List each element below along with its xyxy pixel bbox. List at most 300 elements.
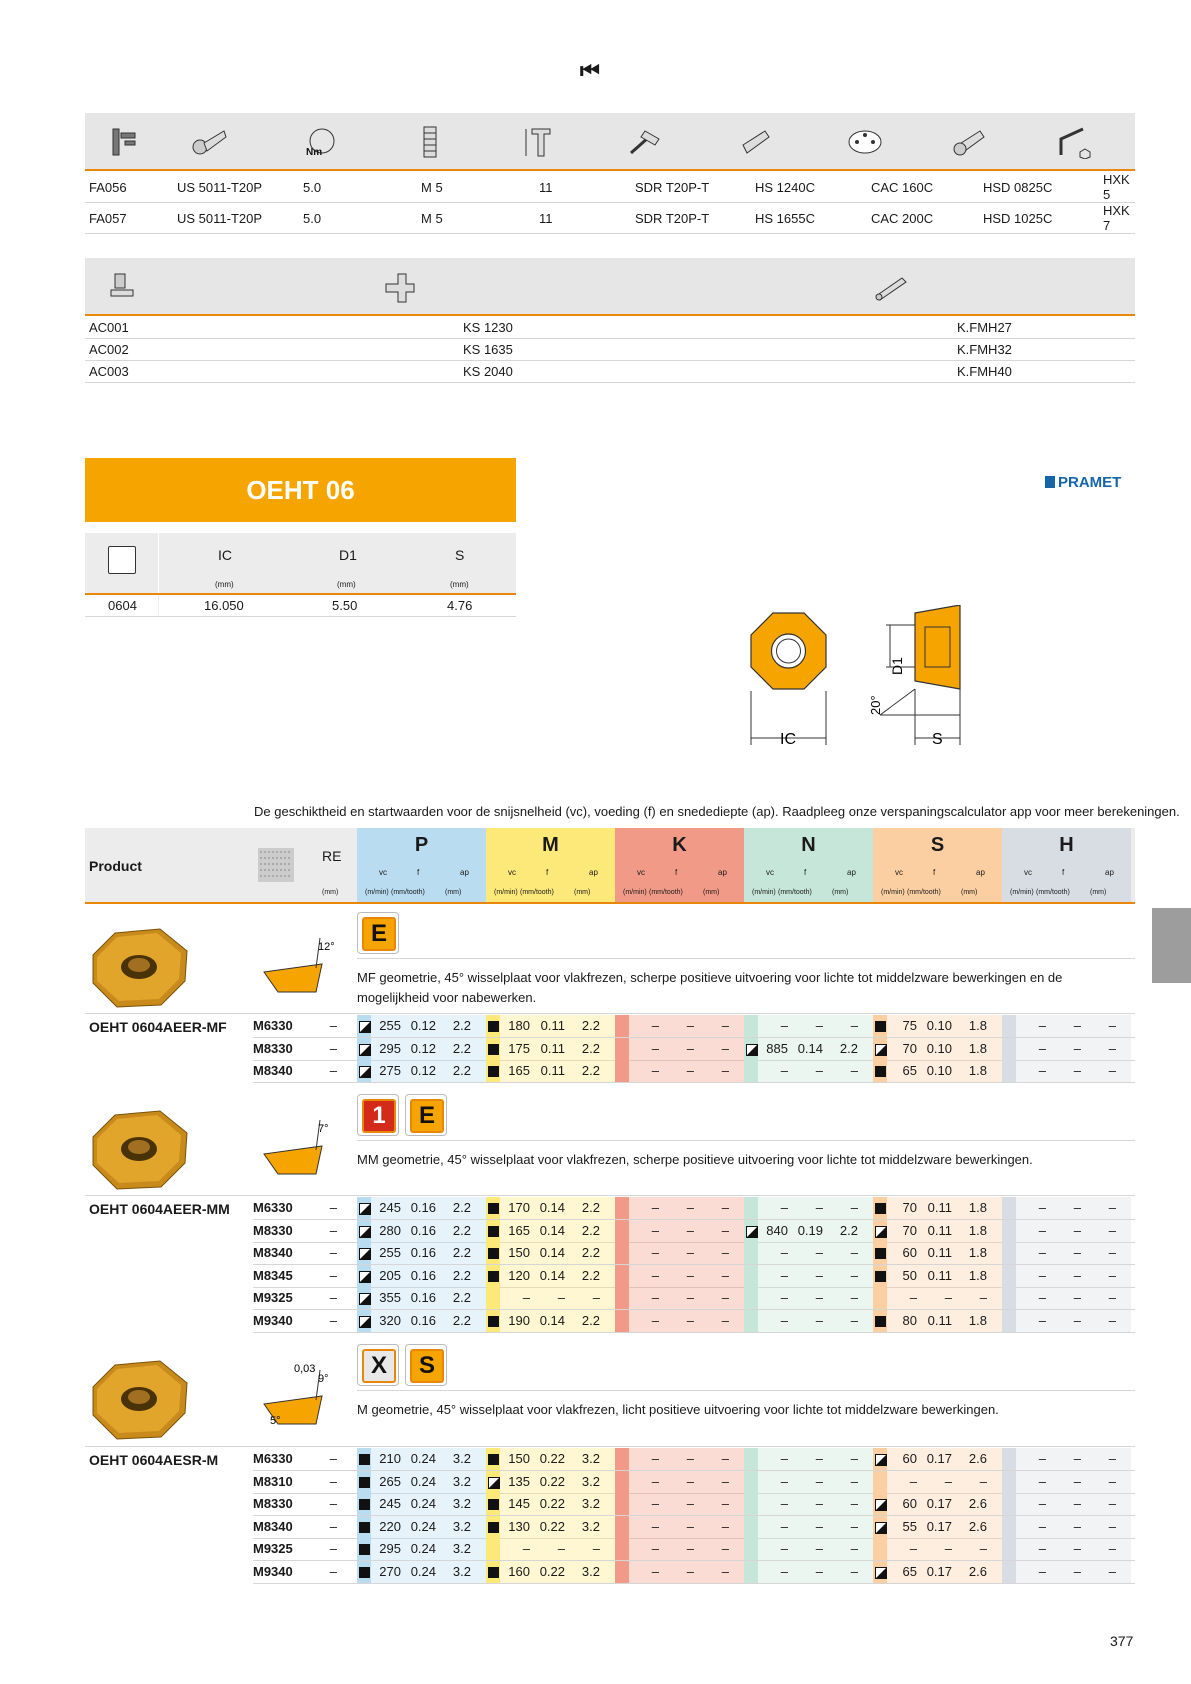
material-band-N <box>744 1265 758 1287</box>
material-band-H <box>1002 1471 1016 1493</box>
param-unit: (mm/tooth) <box>1036 889 1070 896</box>
primary-choice-icon <box>875 1021 886 1032</box>
material-band-K <box>615 1516 629 1538</box>
vc-value: – <box>522 1290 530 1306</box>
vc-value: 295 <box>379 1040 401 1056</box>
primary-choice-icon <box>488 1567 499 1578</box>
f-value: 0.10 <box>926 1018 952 1033</box>
edge-geometry-sketch <box>258 928 348 998</box>
vc-value: 145 <box>508 1496 530 1512</box>
vc-value: – <box>651 1290 659 1306</box>
application-badge <box>405 1094 447 1136</box>
f-value: – <box>815 1473 823 1489</box>
param-unit: (m/min) <box>752 889 776 896</box>
vc-value: – <box>651 1245 659 1261</box>
badge-letter: S <box>410 1349 444 1383</box>
secondary-choice-icon <box>488 1477 500 1489</box>
f-value: 0.17 <box>926 1518 952 1534</box>
socket-screw-icon <box>950 125 990 159</box>
vc-value: 150 <box>508 1451 530 1466</box>
ap-value: – <box>979 1290 987 1306</box>
grade-row <box>253 1516 1135 1538</box>
grade-row <box>253 1038 1135 1060</box>
table-row: AC003 KS 2040 K.FMH40 <box>85 361 1135 383</box>
f-value: – <box>686 1541 694 1557</box>
material-group-H <box>1002 828 1131 902</box>
vc-value: 70 <box>902 1222 917 1238</box>
re-value: – <box>329 1245 337 1261</box>
material-band-K <box>615 1287 629 1309</box>
row-divider <box>253 1583 1135 1584</box>
grade-row <box>253 1220 1135 1242</box>
param-label: vc <box>895 868 903 877</box>
material-band-N <box>744 1561 758 1583</box>
grade-name[interactable]: M9325 <box>253 1541 293 1557</box>
param-unit: (mm) <box>703 889 720 896</box>
vc-value: – <box>780 1518 788 1534</box>
ap-value: 1.8 <box>968 1313 987 1328</box>
f-value: 0.24 <box>410 1564 436 1579</box>
f-value: 0.10 <box>926 1063 952 1079</box>
vc-value: 120 <box>508 1267 530 1283</box>
material-band-H <box>1002 1310 1016 1332</box>
material-letter: M <box>542 834 559 856</box>
material-group-P <box>357 828 486 902</box>
material-band-H <box>1002 1516 1016 1538</box>
clearance-angle: 5° <box>270 1415 281 1427</box>
material-band-H <box>1002 1538 1016 1560</box>
product-name[interactable]: OEHT 0604AEER-MF <box>89 1019 227 1035</box>
grade-name[interactable]: M8340 <box>253 1518 293 1534</box>
param-unit: (mm) <box>574 889 591 896</box>
grade-name[interactable]: M6330 <box>253 1200 293 1215</box>
re-value: – <box>329 1313 337 1328</box>
primary-choice-icon <box>875 1316 886 1327</box>
param-unit: (mm) <box>445 889 462 896</box>
grade-name[interactable]: M8340 <box>253 1245 293 1261</box>
vc-value: – <box>1038 1290 1046 1306</box>
ap-value: – <box>1108 1541 1116 1557</box>
grade-name[interactable]: M8330 <box>253 1040 293 1056</box>
grade-name[interactable]: M8330 <box>253 1222 293 1238</box>
ap-value: 3.2 <box>452 1473 471 1489</box>
re-value: – <box>329 1541 337 1557</box>
ap-value: – <box>850 1313 858 1328</box>
vc-value: – <box>780 1451 788 1466</box>
material-band-K <box>615 1242 629 1264</box>
param-unit: (mm/tooth) <box>907 889 941 896</box>
primary-choice-icon <box>488 1271 499 1282</box>
f-value: 0.11 <box>540 1018 565 1033</box>
f-value: – <box>686 1200 694 1215</box>
vc-value: – <box>651 1018 659 1033</box>
vc-value: – <box>1038 1245 1046 1261</box>
ap-value: 2.2 <box>452 1063 471 1079</box>
f-value: 0.22 <box>539 1496 565 1512</box>
ap-value: 1.8 <box>968 1267 987 1283</box>
primary-choice-icon <box>488 1021 499 1032</box>
f-value: – <box>1073 1040 1081 1056</box>
screw-angled-icon <box>735 125 775 159</box>
material-band-K <box>615 1561 629 1583</box>
re-value: – <box>329 1200 337 1215</box>
vc-value: – <box>1038 1473 1046 1489</box>
re-header: RE <box>322 848 342 864</box>
secondary-choice-icon <box>875 1567 887 1579</box>
vc-value: 295 <box>379 1541 401 1557</box>
param-label: vc <box>1024 868 1032 877</box>
insert-drawing <box>740 605 990 755</box>
geometry-description: MF geometrie, 45° wisselplaat voor vlakfrezen, scherpe positieve uitvoering voor lichte tot middelzware bewerkingen en de mogelijkheid voor nabewerken. <box>357 970 1063 1005</box>
geometry-description: M geometrie, 45° wisselplaat voor vlakfrezen, licht positieve uitvoering voor lichte tot middelzware bewerkingen. <box>357 1402 999 1417</box>
material-band-H <box>1002 1493 1016 1515</box>
vc-value: – <box>651 1267 659 1283</box>
grade-name[interactable]: M8310 <box>253 1473 293 1489</box>
material-group-K <box>615 828 744 902</box>
vc-value: – <box>1038 1018 1046 1033</box>
param-label: ap <box>1105 868 1114 877</box>
accessories-table-1 <box>85 172 1135 234</box>
f-value: 0.22 <box>539 1473 565 1489</box>
ap-value: 1.8 <box>968 1063 987 1079</box>
ap-value: 2.2 <box>581 1040 600 1056</box>
ap-value: 2.2 <box>581 1200 600 1215</box>
ap-value: 3.2 <box>581 1496 600 1512</box>
material-band-H <box>1002 1038 1016 1060</box>
primary-choice-icon <box>488 1499 499 1510</box>
length-icon <box>520 125 560 159</box>
vc-value: 270 <box>379 1564 401 1579</box>
page-number: 377 <box>1110 1633 1134 1649</box>
vc-value: – <box>651 1451 659 1466</box>
secondary-choice-icon <box>359 1248 371 1260</box>
product-name[interactable]: OEHT 0604AESR-M <box>89 1452 219 1468</box>
ap-value: 2.2 <box>452 1313 471 1328</box>
vc-value: – <box>651 1518 659 1534</box>
grade-row <box>253 1265 1135 1287</box>
primary-choice-icon <box>359 1499 370 1510</box>
primary-choice-icon <box>359 1544 370 1555</box>
material-band-N <box>744 1242 758 1264</box>
ap-value: 1.8 <box>968 1222 987 1238</box>
param-unit: (m/min) <box>881 889 905 896</box>
secondary-choice-icon <box>359 1293 371 1305</box>
ap-value: 3.2 <box>581 1473 600 1489</box>
param-unit: (m/min) <box>494 889 518 896</box>
ap-value: – <box>850 1496 858 1512</box>
ap-value: – <box>721 1473 729 1489</box>
vc-value: 70 <box>902 1040 917 1056</box>
vc-value: 265 <box>379 1473 401 1489</box>
f-value: – <box>815 1290 823 1306</box>
material-band-H <box>1002 1265 1016 1287</box>
vc-value: 355 <box>379 1290 401 1306</box>
vc-value: 165 <box>508 1222 530 1238</box>
vc-value: – <box>1038 1541 1046 1557</box>
ap-value: – <box>850 1063 858 1079</box>
ap-value: 1.8 <box>968 1245 987 1261</box>
param-label: f <box>804 868 807 877</box>
vc-value: – <box>780 1267 788 1283</box>
f-value: – <box>686 1290 694 1306</box>
grade-name[interactable]: M9340 <box>253 1564 293 1579</box>
thread-icon <box>410 125 450 159</box>
primary-choice-icon <box>488 1522 499 1533</box>
ap-value: – <box>721 1313 729 1328</box>
ap-value: 3.2 <box>452 1518 471 1534</box>
material-letter: N <box>801 834 816 856</box>
f-value: – <box>815 1200 823 1215</box>
f-value: 0.17 <box>926 1496 952 1512</box>
ap-value: 2.2 <box>581 1018 600 1033</box>
vc-value: 175 <box>508 1040 530 1056</box>
secondary-choice-icon <box>875 1522 887 1534</box>
f-value: – <box>686 1245 694 1261</box>
vc-value: – <box>651 1040 659 1056</box>
ap-value: 2.2 <box>452 1290 471 1306</box>
param-label: f <box>417 868 420 877</box>
vc-value: 255 <box>379 1018 401 1033</box>
param-label: f <box>675 868 678 877</box>
ap-value: – <box>1108 1473 1116 1489</box>
f-value: – <box>1073 1222 1081 1238</box>
re-value: – <box>329 1518 337 1534</box>
material-group-N <box>744 828 873 902</box>
badge-letter: E <box>362 917 396 951</box>
vc-value: – <box>780 1564 788 1579</box>
product-name[interactable]: OEHT 0604AEER-MM <box>89 1201 230 1217</box>
re-value: – <box>329 1063 337 1079</box>
vc-value: 170 <box>508 1200 530 1215</box>
material-band-M <box>486 1287 500 1309</box>
f-value: 0.14 <box>539 1313 565 1328</box>
material-letter: S <box>930 834 945 856</box>
secondary-choice-icon <box>875 1499 887 1511</box>
insert-photo <box>85 923 195 1013</box>
secondary-choice-icon <box>359 1271 371 1283</box>
param-unit: (m/min) <box>623 889 647 896</box>
vc-value: 65 <box>902 1063 917 1079</box>
ap-value: 2.2 <box>839 1222 858 1238</box>
vc-value: – <box>1038 1222 1046 1238</box>
secondary-choice-icon <box>746 1226 758 1238</box>
material-group-M <box>486 828 615 902</box>
accessories-table-2 <box>85 317 1135 383</box>
ap-value: 2.2 <box>839 1040 858 1056</box>
insert-title: OEHT 06 <box>85 458 516 522</box>
param-label: ap <box>589 868 598 877</box>
vc-value: 180 <box>508 1018 530 1033</box>
badge-letter: E <box>410 1099 444 1133</box>
secondary-choice-icon <box>875 1454 887 1466</box>
param-unit: (mm/tooth) <box>778 889 812 896</box>
block-divider <box>85 1013 1135 1014</box>
re-value: – <box>329 1290 337 1306</box>
ap-value: 3.2 <box>452 1564 471 1579</box>
material-band-K <box>615 1538 629 1560</box>
ap-value: – <box>979 1473 987 1489</box>
primary-choice-icon <box>875 1271 886 1282</box>
f-value: – <box>815 1564 823 1579</box>
f-value: – <box>686 1313 694 1328</box>
ap-value: – <box>850 1245 858 1261</box>
ap-value: – <box>592 1541 600 1557</box>
secondary-choice-icon <box>359 1021 371 1033</box>
ap-value: – <box>850 1518 858 1534</box>
vc-value: – <box>1038 1564 1046 1579</box>
grade-name[interactable]: M9340 <box>253 1313 293 1328</box>
vc-value: – <box>780 1313 788 1328</box>
grade-name[interactable]: M8330 <box>253 1496 293 1512</box>
primary-choice-icon <box>488 1316 499 1327</box>
re-value: – <box>329 1496 337 1512</box>
badge-letter: X <box>362 1349 396 1383</box>
vc-value: – <box>651 1313 659 1328</box>
f-value: – <box>1073 1564 1081 1579</box>
f-value: – <box>686 1564 694 1579</box>
ap-value: 3.2 <box>581 1564 600 1579</box>
re-icon <box>258 848 294 882</box>
primary-choice-icon <box>875 1248 886 1259</box>
application-badge <box>357 1094 399 1136</box>
material-band-K <box>615 1015 629 1037</box>
pin-icon <box>870 270 910 304</box>
f-value: 0.16 <box>410 1200 436 1215</box>
table-row: FA057 US 5011-T20P 5.0 M 5 11 SDR T20P-T HS 1655C CAC 200C HSD 1025C HXK 7 <box>85 203 1135 234</box>
grade-name[interactable]: M6330 <box>253 1451 293 1466</box>
material-band-K <box>615 1220 629 1242</box>
grade-row <box>253 1197 1135 1219</box>
vc-value: 320 <box>379 1313 401 1328</box>
primary-choice-icon <box>359 1454 370 1465</box>
first-page-button[interactable]: ⏮ <box>580 58 597 83</box>
primary-choice-icon <box>875 1066 886 1077</box>
param-unit: (m/min) <box>365 889 389 896</box>
clamp-screw-icon <box>105 125 145 159</box>
vc-value: 885 <box>766 1040 788 1056</box>
param-unit: (mm/tooth) <box>649 889 683 896</box>
ap-value: 3.2 <box>452 1451 471 1466</box>
f-value: – <box>815 1451 823 1466</box>
grade-row <box>253 1060 1135 1082</box>
param-unit: (m/min) <box>1010 889 1034 896</box>
grade-name[interactable]: M8345 <box>253 1267 293 1283</box>
rake-angle: 7° <box>318 1123 329 1135</box>
ap-value: – <box>1108 1200 1116 1215</box>
vc-value: 205 <box>379 1267 401 1283</box>
material-band-N <box>744 1493 758 1515</box>
vc-value: 220 <box>379 1518 401 1534</box>
divider <box>357 1140 1135 1141</box>
f-value: – <box>1073 1063 1081 1079</box>
f-value: 0.11 <box>540 1063 565 1079</box>
vc-value: 255 <box>379 1245 401 1261</box>
application-badge <box>357 1344 399 1386</box>
ap-value: 2.2 <box>452 1267 471 1283</box>
ap-value: 2.2 <box>452 1200 471 1215</box>
ap-value: 2.2 <box>581 1245 600 1261</box>
material-band-S <box>873 1471 887 1493</box>
primary-choice-icon <box>488 1203 499 1214</box>
f-value: 0.14 <box>539 1267 565 1283</box>
edge-geometry-sketch <box>258 1110 348 1180</box>
material-band-N <box>744 1516 758 1538</box>
ap-value: – <box>721 1564 729 1579</box>
grade-row <box>253 1015 1135 1037</box>
table-row: 0604 16.050 5.50 4.76 <box>85 595 516 617</box>
f-value: – <box>686 1518 694 1534</box>
vc-value: 160 <box>508 1564 530 1579</box>
re-value: – <box>329 1040 337 1056</box>
vc-value: – <box>651 1200 659 1215</box>
vc-value: 50 <box>902 1267 917 1283</box>
ap-value: – <box>721 1290 729 1306</box>
grade-name[interactable]: M9325 <box>253 1290 293 1306</box>
vc-value: – <box>780 1200 788 1215</box>
secondary-choice-icon <box>359 1316 371 1328</box>
svg-text:IC: IC <box>780 731 796 748</box>
param-unit: (mm/tooth) <box>391 889 425 896</box>
f-value: – <box>944 1473 952 1489</box>
grade-name[interactable]: M6330 <box>253 1018 293 1033</box>
ap-value: – <box>1108 1222 1116 1238</box>
accessories-icon-row <box>85 113 1135 171</box>
vc-value: 135 <box>508 1473 530 1489</box>
primary-choice-icon <box>359 1522 370 1533</box>
material-letter: K <box>672 834 687 856</box>
f-value: – <box>686 1018 694 1033</box>
grade-name[interactable]: M8340 <box>253 1063 293 1079</box>
param-label: ap <box>847 868 856 877</box>
material-band-H <box>1002 1448 1016 1470</box>
vc-value: – <box>780 1496 788 1512</box>
f-value: – <box>944 1290 952 1306</box>
material-band-H <box>1002 1561 1016 1583</box>
vc-value: 80 <box>902 1313 917 1328</box>
f-value: 0.17 <box>926 1564 952 1579</box>
ap-value: – <box>850 1018 858 1033</box>
insert-photo <box>85 1355 195 1445</box>
material-band-K <box>615 1493 629 1515</box>
param-label: vc <box>766 868 774 877</box>
material-band-N <box>744 1015 758 1037</box>
vc-value: – <box>909 1473 917 1489</box>
f-value: 0.14 <box>797 1040 823 1056</box>
secondary-choice-icon <box>359 1044 371 1056</box>
ap-value: – <box>1108 1290 1116 1306</box>
secondary-choice-icon <box>746 1044 758 1056</box>
material-band-S <box>873 1538 887 1560</box>
ap-value: – <box>850 1541 858 1557</box>
square-shape-icon <box>108 546 136 574</box>
ap-value: 2.2 <box>452 1222 471 1238</box>
vc-value: – <box>780 1541 788 1557</box>
f-value: 0.17 <box>926 1451 952 1466</box>
f-value: – <box>1073 1267 1081 1283</box>
side-tab[interactable] <box>1152 908 1191 983</box>
param-label: vc <box>637 868 645 877</box>
torque-label: Nm <box>306 147 323 158</box>
row-divider <box>253 1082 1135 1083</box>
f-value: 0.16 <box>410 1245 436 1261</box>
ap-value: 2.2 <box>581 1063 600 1079</box>
f-value: 0.10 <box>926 1040 952 1056</box>
f-value: 0.11 <box>927 1222 952 1238</box>
primary-choice-icon <box>359 1567 370 1578</box>
material-band-N <box>744 1538 758 1560</box>
material-band-N <box>744 1060 758 1082</box>
vc-value: – <box>651 1541 659 1557</box>
